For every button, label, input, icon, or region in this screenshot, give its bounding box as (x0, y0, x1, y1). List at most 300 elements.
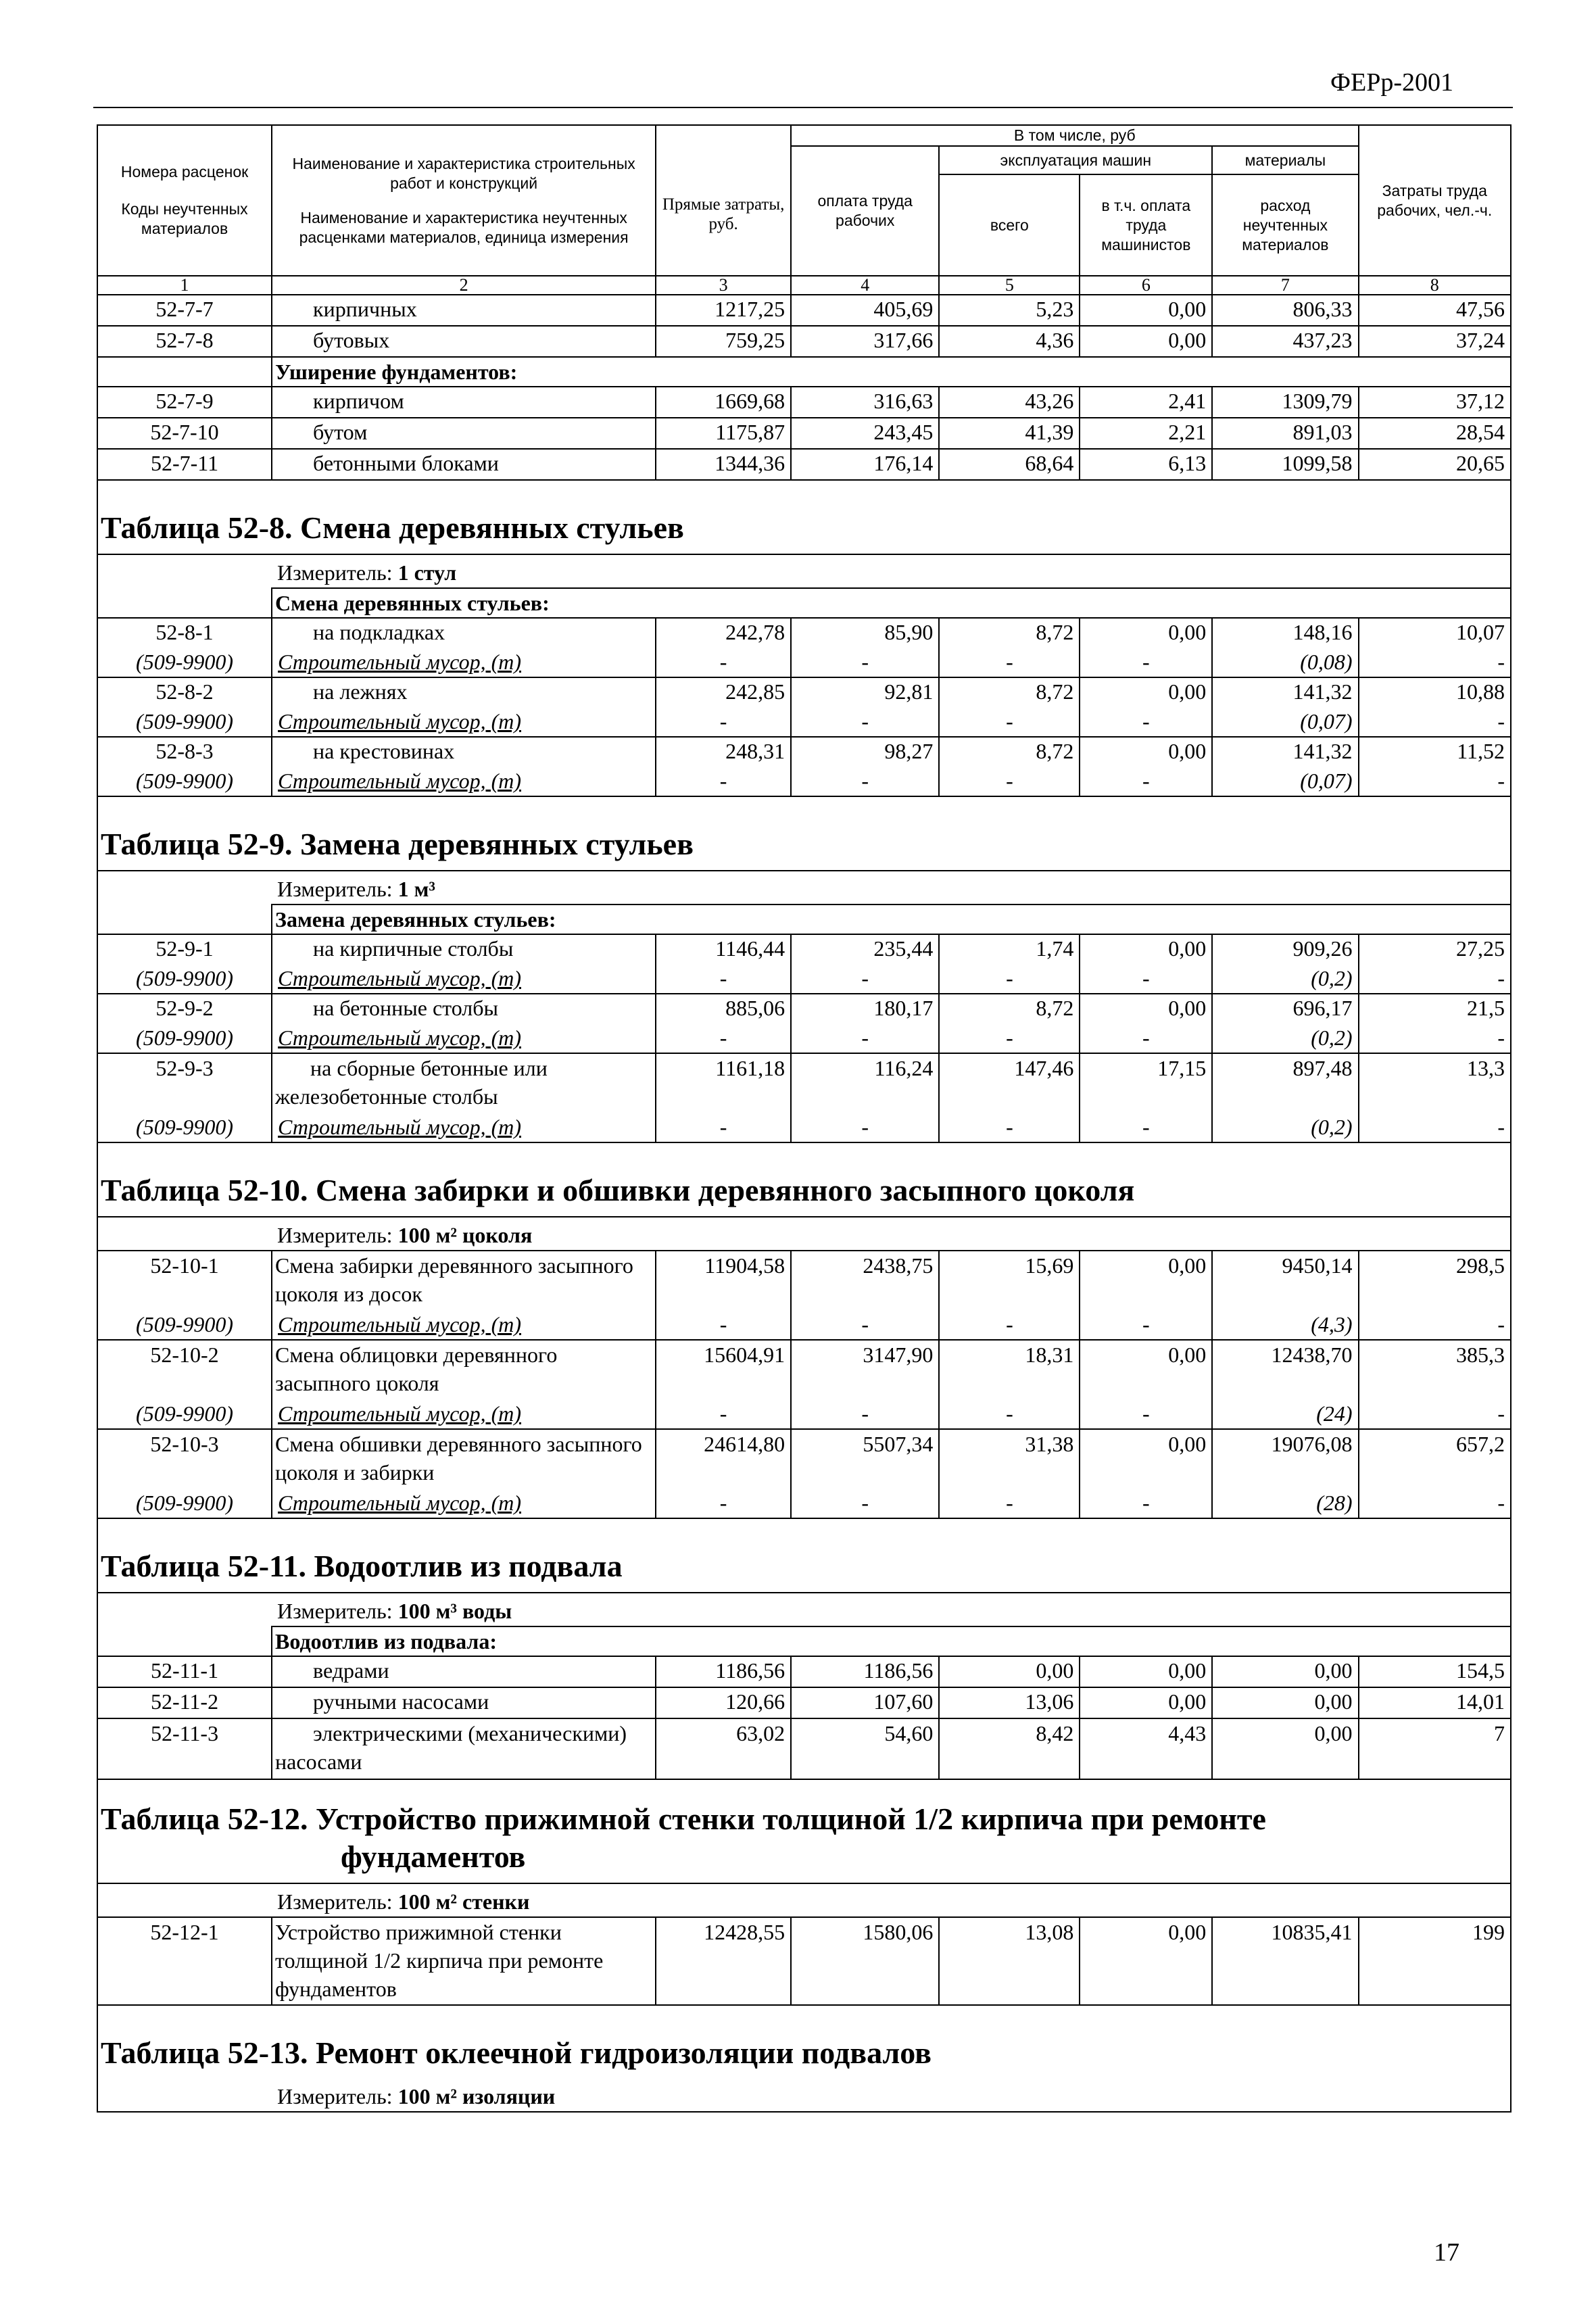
machines-total: 8,72 (939, 737, 1080, 767)
rate-code: 52-11-2 (97, 1687, 272, 1718)
section-title: Замена деревянных стульев: (272, 904, 1511, 934)
labor-hours: 47,56 (1359, 295, 1511, 326)
table-row (97, 1053, 1511, 1113)
col-number: 1 (97, 276, 272, 295)
material-name-text: Строительный мусор, (т) (278, 1115, 521, 1139)
table-row (97, 737, 1511, 767)
material-value: - (939, 1311, 1080, 1340)
table-row (97, 449, 1511, 480)
table-title-row (97, 1779, 1511, 1883)
labor-hours: 298,5 (1359, 1251, 1511, 1311)
measure-unit: 100 м² стенки (397, 1889, 530, 1914)
materials-cost: 141,32 (1212, 677, 1358, 708)
rate-code: 52-7-7 (97, 295, 272, 326)
page-number: 17 (1434, 2238, 1459, 2267)
rate-code: 52-10-3 (97, 1429, 272, 1489)
direct-cost: 15604,91 (656, 1340, 791, 1400)
material-code: (509-9900) (97, 648, 272, 677)
measure-label (272, 1593, 1511, 1626)
work-name: ведрами (272, 1656, 656, 1687)
rate-code: 52-7-11 (97, 449, 272, 480)
table-row (97, 418, 1511, 449)
operators-pay: 0,00 (1080, 1251, 1212, 1311)
work-name: Смена обшивки деревянного засыпного цоколя и забирки (272, 1429, 656, 1489)
material-name-text: Строительный мусор, (т) (278, 966, 521, 990)
measure-row (97, 554, 1511, 588)
material-value: - (1080, 1400, 1212, 1429)
table-row (97, 1251, 1511, 1311)
direct-cost: 1161,18 (656, 1053, 791, 1113)
direct-cost: 12428,55 (656, 1917, 791, 2005)
material-name (272, 1311, 656, 1340)
materials-cost: 909,26 (1212, 934, 1358, 965)
work-name: на крестовинах (272, 737, 656, 767)
labor-pay: 176,14 (791, 449, 939, 480)
material-consumption: (24) (1212, 1400, 1358, 1429)
table-52-12-title-line1: Таблица 52-12. Устройство прижимной стенки толщиной 1/2 кирпича при ремонте (101, 1802, 1266, 1836)
material-value: - (791, 1489, 939, 1518)
measure-label (272, 554, 1511, 588)
material-consumption: (0,2) (1212, 1113, 1358, 1142)
labor-pay: 1186,56 (791, 1656, 939, 1687)
table-52-12-title (97, 1779, 1511, 1883)
direct-cost: 1344,36 (656, 449, 791, 480)
rate-code: 52-9-1 (97, 934, 272, 965)
document-code: ФЕРр-2001 (1330, 68, 1453, 97)
measure-row (97, 1593, 1511, 1626)
section-row (97, 588, 1511, 618)
labor-pay: 405,69 (791, 295, 939, 326)
col1a-label: Номера расценок (120, 163, 249, 180)
material-value: - (791, 1113, 939, 1142)
materials-cost: 9450,14 (1212, 1251, 1358, 1311)
machines-total: 8,42 (939, 1718, 1080, 1779)
group-header: В том числе, руб (791, 125, 1358, 146)
col-number: 8 (1359, 276, 1511, 295)
machines-total: 8,72 (939, 618, 1080, 648)
direct-cost: 24614,80 (656, 1429, 791, 1489)
measure-label (272, 871, 1511, 904)
machines-total: 1,74 (939, 934, 1080, 965)
operators-pay: 0,00 (1080, 326, 1212, 357)
table-title-row (97, 1142, 1511, 1217)
table-row (97, 1429, 1511, 1489)
operators-pay: 0,00 (1080, 1687, 1212, 1718)
material-value: - (939, 767, 1080, 796)
measure-unit: 100 м³ воды (397, 1599, 512, 1623)
operators-pay: 2,41 (1080, 387, 1212, 418)
operators-pay: 0,00 (1080, 1429, 1212, 1489)
material-consumption: (0,2) (1212, 1024, 1358, 1053)
work-name: на бетонные столбы (272, 994, 656, 1024)
header-rule (93, 107, 1513, 108)
material-value: - (1359, 1024, 1511, 1053)
col-number: 5 (939, 276, 1080, 295)
material-value: - (1080, 1311, 1212, 1340)
materials-cost: 437,23 (1212, 326, 1358, 357)
direct-cost: 242,85 (656, 677, 791, 708)
material-row (97, 965, 1511, 994)
work-name: на сборные бетонные или железобетонные столбы (272, 1053, 656, 1113)
rate-code: 52-11-3 (97, 1718, 272, 1779)
labor-hours: 37,24 (1359, 326, 1511, 357)
machines-total: 43,26 (939, 387, 1080, 418)
labor-hours: 20,65 (1359, 449, 1511, 480)
table-row (97, 1656, 1511, 1687)
machines-total: 5,23 (939, 295, 1080, 326)
material-value: - (939, 1024, 1080, 1053)
table-52-10-title: Таблица 52-10. Смена забирки и обшивки деревянного засыпного цоколя (97, 1142, 1511, 1217)
material-value: - (939, 708, 1080, 737)
labor-pay: 116,24 (791, 1053, 939, 1113)
material-row (97, 1489, 1511, 1518)
material-name (272, 708, 656, 737)
material-value: - (939, 648, 1080, 677)
machines-total: 8,72 (939, 994, 1080, 1024)
machines-total: 4,36 (939, 326, 1080, 357)
col-number: 3 (656, 276, 791, 295)
table-row (97, 994, 1511, 1024)
col4-header: оплата труда рабочих (791, 146, 939, 276)
material-name-text: Строительный мусор, (т) (278, 1401, 521, 1426)
labor-hours: 21,5 (1359, 994, 1511, 1024)
measure-label-text: Измеритель: (277, 2084, 398, 2108)
machines-total: 41,39 (939, 418, 1080, 449)
work-name: на лежнях (272, 677, 656, 708)
machines-total: 68,64 (939, 449, 1080, 480)
material-name-text: Строительный мусор, (т) (278, 1491, 521, 1515)
col1b-label: Коды неучтенных материалов (121, 200, 248, 237)
material-value: - (1359, 767, 1511, 796)
material-value: - (1080, 1113, 1212, 1142)
material-code: (509-9900) (97, 767, 272, 796)
labor-pay: 85,90 (791, 618, 939, 648)
measure-label-text: Измеритель: (277, 560, 398, 585)
work-name: кирпичом (272, 387, 656, 418)
material-value: - (656, 1311, 791, 1340)
machines-total: 147,46 (939, 1053, 1080, 1113)
labor-pay: 5507,34 (791, 1429, 939, 1489)
work-name: бутом (272, 418, 656, 449)
col5-header: всего (939, 174, 1080, 276)
material-value: - (1359, 1113, 1511, 1142)
rate-code: 52-7-10 (97, 418, 272, 449)
material-name (272, 1489, 656, 1518)
material-value: - (1359, 965, 1511, 994)
materials-cost: 0,00 (1212, 1687, 1358, 1718)
col2b-label: Наименование и характеристика неучтенных расценками материалов, единица измерения (299, 208, 629, 246)
section-title: Уширение фундаментов: (272, 357, 1511, 387)
table-52-11-title: Таблица 52-11. Водоотлив из подвала (97, 1518, 1511, 1593)
labor-pay: 98,27 (791, 737, 939, 767)
labor-hours: 7 (1359, 1718, 1511, 1779)
materials-cost: 0,00 (1212, 1656, 1358, 1687)
material-value: - (656, 1024, 791, 1053)
work-name: Смена забирки деревянного засыпного цоколя из досок (272, 1251, 656, 1311)
table-row (97, 1718, 1511, 1779)
material-code: (509-9900) (97, 965, 272, 994)
labor-hours: 28,54 (1359, 418, 1511, 449)
col-number: 7 (1212, 276, 1358, 295)
table-52-9-title: Таблица 52-9. Замена деревянных стульев (97, 796, 1511, 871)
labor-pay: 317,66 (791, 326, 939, 357)
labor-hours: 10,07 (1359, 618, 1511, 648)
material-value: - (1080, 708, 1212, 737)
material-row (97, 1311, 1511, 1340)
machines-total: 15,69 (939, 1251, 1080, 1311)
operators-pay: 0,00 (1080, 737, 1212, 767)
material-name (272, 1113, 656, 1142)
operators-pay: 6,13 (1080, 449, 1212, 480)
measure-label-text: Измеритель: (277, 1599, 398, 1623)
operators-pay: 0,00 (1080, 1340, 1212, 1400)
direct-cost: 1175,87 (656, 418, 791, 449)
measure-row (97, 871, 1511, 904)
material-value: - (656, 965, 791, 994)
material-value: - (791, 965, 939, 994)
rate-code: 52-8-2 (97, 677, 272, 708)
table-header (97, 125, 1511, 276)
measure-label-text: Измеритель: (277, 1889, 398, 1914)
section-row (97, 357, 1511, 387)
material-value: - (939, 1113, 1080, 1142)
section-row (97, 904, 1511, 934)
work-name: бетонными блоками (272, 449, 656, 480)
direct-cost: 120,66 (656, 1687, 791, 1718)
col8-header: Затраты труда рабочих, чел.-ч. (1359, 125, 1511, 276)
measure-unit: 100 м² изоляции (397, 2084, 556, 2108)
materials-cost: 1099,58 (1212, 449, 1358, 480)
machines-total: 13,08 (939, 1917, 1080, 2005)
material-value: - (656, 708, 791, 737)
material-row (97, 708, 1511, 737)
direct-cost: 11904,58 (656, 1251, 791, 1311)
table-52-13-title: Таблица 52-13. Ремонт оклеечной гидроизоляции подвалов (97, 2005, 1511, 2079)
material-value: - (1359, 1489, 1511, 1518)
material-value: - (1080, 767, 1212, 796)
material-value: - (791, 648, 939, 677)
material-consumption: (0,07) (1212, 767, 1358, 796)
machines-total: 0,00 (939, 1656, 1080, 1687)
material-value: - (791, 1400, 939, 1429)
material-value: - (939, 1489, 1080, 1518)
materials-cost: 696,17 (1212, 994, 1358, 1024)
price-table (97, 124, 1512, 2113)
material-name (272, 965, 656, 994)
material-name-text: Строительный мусор, (т) (278, 1026, 521, 1050)
column-numbers (97, 276, 1511, 295)
operators-pay: 4,43 (1080, 1718, 1212, 1779)
measure-unit: 1 м³ (397, 877, 435, 901)
direct-cost: 759,25 (656, 326, 791, 357)
col-number: 6 (1080, 276, 1212, 295)
labor-hours: 154,5 (1359, 1656, 1511, 1687)
labor-hours: 37,12 (1359, 387, 1511, 418)
col3-header: Прямые затраты, руб. (656, 125, 791, 276)
material-name-text: Строительный мусор, (т) (278, 769, 521, 793)
table-52-12-title-line2: фундаментов (341, 1839, 526, 1874)
direct-cost: 1146,44 (656, 934, 791, 965)
material-name-text: Строительный мусор, (т) (278, 709, 521, 733)
labor-pay: 92,81 (791, 677, 939, 708)
material-value: - (939, 1400, 1080, 1429)
machines-total: 18,31 (939, 1340, 1080, 1400)
material-value: - (656, 1489, 791, 1518)
material-code: (509-9900) (97, 708, 272, 737)
material-value: - (791, 1024, 939, 1053)
direct-cost: 1669,68 (656, 387, 791, 418)
labor-pay: 316,63 (791, 387, 939, 418)
labor-pay: 235,44 (791, 934, 939, 965)
material-row (97, 1400, 1511, 1429)
materials-cost: 0,00 (1212, 1718, 1358, 1779)
table-row (97, 1340, 1511, 1400)
labor-hours: 27,25 (1359, 934, 1511, 965)
materials-header: материалы (1212, 146, 1358, 174)
labor-hours: 385,3 (1359, 1340, 1511, 1400)
rate-code: 52-10-2 (97, 1340, 272, 1400)
material-name (272, 1400, 656, 1429)
material-value: - (1080, 648, 1212, 677)
material-code: (509-9900) (97, 1489, 272, 1518)
material-consumption: (28) (1212, 1489, 1358, 1518)
measure-unit: 100 м² цоколя (397, 1223, 533, 1247)
material-name (272, 767, 656, 796)
machines-total: 13,06 (939, 1687, 1080, 1718)
section-title: Смена деревянных стульев: (272, 588, 1511, 618)
material-value: - (1080, 1489, 1212, 1518)
col-names (272, 125, 656, 276)
table-title-row (97, 796, 1511, 871)
material-value: - (656, 648, 791, 677)
measure-row (97, 2079, 1511, 2112)
col2a-label: Наименование и характеристика строительных работ и конструкций (292, 154, 635, 192)
table-row (97, 295, 1511, 326)
material-consumption: (0,2) (1212, 965, 1358, 994)
material-value: - (1080, 965, 1212, 994)
materials-cost: 806,33 (1212, 295, 1358, 326)
direct-cost: 242,78 (656, 618, 791, 648)
work-name: на кирпичные столбы (272, 934, 656, 965)
materials-cost: 891,03 (1212, 418, 1358, 449)
materials-cost: 19076,08 (1212, 1429, 1358, 1489)
section-title: Водоотлив из подвала: (272, 1626, 1511, 1656)
col7-header: расход неучтенных материалов (1212, 174, 1358, 276)
materials-cost: 141,32 (1212, 737, 1358, 767)
rate-code: 52-9-3 (97, 1053, 272, 1113)
operators-pay: 0,00 (1080, 618, 1212, 648)
material-row (97, 648, 1511, 677)
material-row (97, 1024, 1511, 1053)
labor-hours: 11,52 (1359, 737, 1511, 767)
table-title-row (97, 2005, 1511, 2079)
table-title-row (97, 1518, 1511, 1593)
materials-cost: 148,16 (1212, 618, 1358, 648)
material-value: - (1359, 1400, 1511, 1429)
labor-pay: 180,17 (791, 994, 939, 1024)
work-name: бутовых (272, 326, 656, 357)
material-name (272, 1024, 656, 1053)
work-name: электрическими (механическими) насосами (272, 1718, 656, 1779)
material-value: - (1359, 708, 1511, 737)
col-number: 2 (272, 276, 656, 295)
labor-hours: 657,2 (1359, 1429, 1511, 1489)
rate-code: 52-9-2 (97, 994, 272, 1024)
table-52-8-title: Таблица 52-8. Смена деревянных стульев (97, 480, 1511, 554)
materials-cost: 12438,70 (1212, 1340, 1358, 1400)
material-code: (509-9900) (97, 1311, 272, 1340)
material-value: - (656, 1113, 791, 1142)
machines-header: эксплуатация машин (939, 146, 1212, 174)
table-row (97, 1687, 1511, 1718)
work-name: Смена облицовки деревянного засыпного цоколя (272, 1340, 656, 1400)
measure-row (97, 1883, 1511, 1917)
material-value: - (791, 1311, 939, 1340)
rate-code: 52-8-1 (97, 618, 272, 648)
direct-cost: 885,06 (656, 994, 791, 1024)
materials-cost: 1309,79 (1212, 387, 1358, 418)
measure-label (272, 1217, 1511, 1251)
rate-code: 52-7-8 (97, 326, 272, 357)
operators-pay: 0,00 (1080, 677, 1212, 708)
machines-total: 8,72 (939, 677, 1080, 708)
measure-label-text: Измеритель: (277, 877, 398, 901)
rate-code: 52-7-9 (97, 387, 272, 418)
measure-label (272, 2079, 1511, 2112)
operators-pay: 0,00 (1080, 295, 1212, 326)
measure-label-text: Измеритель: (277, 1223, 398, 1247)
table-row (97, 934, 1511, 965)
rate-code: 52-11-1 (97, 1656, 272, 1687)
work-name: на подкладках (272, 618, 656, 648)
table-title-row (97, 480, 1511, 554)
material-consumption: (4,3) (1212, 1311, 1358, 1340)
labor-hours: 14,01 (1359, 1687, 1511, 1718)
measure-unit: 1 стул (397, 560, 457, 585)
material-value: - (939, 965, 1080, 994)
rate-code: 52-8-3 (97, 737, 272, 767)
material-code: (509-9900) (97, 1024, 272, 1053)
material-consumption: (0,08) (1212, 648, 1358, 677)
material-row (97, 767, 1511, 796)
material-value: - (1359, 648, 1511, 677)
table-row (97, 618, 1511, 648)
operators-pay: 17,15 (1080, 1053, 1212, 1113)
materials-cost: 10835,41 (1212, 1917, 1358, 2005)
table-row (97, 1917, 1511, 2005)
operators-pay: 2,21 (1080, 418, 1212, 449)
material-value: - (1080, 1024, 1212, 1053)
direct-cost: 63,02 (656, 1718, 791, 1779)
work-name: Устройство прижимной стенки толщиной 1/2 кирпича при ремонте фундаментов (272, 1917, 656, 2005)
material-value: - (1359, 1311, 1511, 1340)
measure-label (272, 1883, 1511, 1917)
operators-pay: 0,00 (1080, 1917, 1212, 2005)
material-row (97, 1113, 1511, 1142)
material-value: - (791, 767, 939, 796)
rate-code: 52-12-1 (97, 1917, 272, 2005)
material-name-text: Строительный мусор, (т) (278, 1312, 521, 1336)
material-value: - (656, 1400, 791, 1429)
direct-cost: 248,31 (656, 737, 791, 767)
material-name-text: Строительный мусор, (т) (278, 650, 521, 674)
work-name: ручными насосами (272, 1687, 656, 1718)
material-name (272, 648, 656, 677)
labor-pay: 3147,90 (791, 1340, 939, 1400)
work-name: кирпичных (272, 295, 656, 326)
rate-code: 52-10-1 (97, 1251, 272, 1311)
labor-pay: 107,60 (791, 1687, 939, 1718)
